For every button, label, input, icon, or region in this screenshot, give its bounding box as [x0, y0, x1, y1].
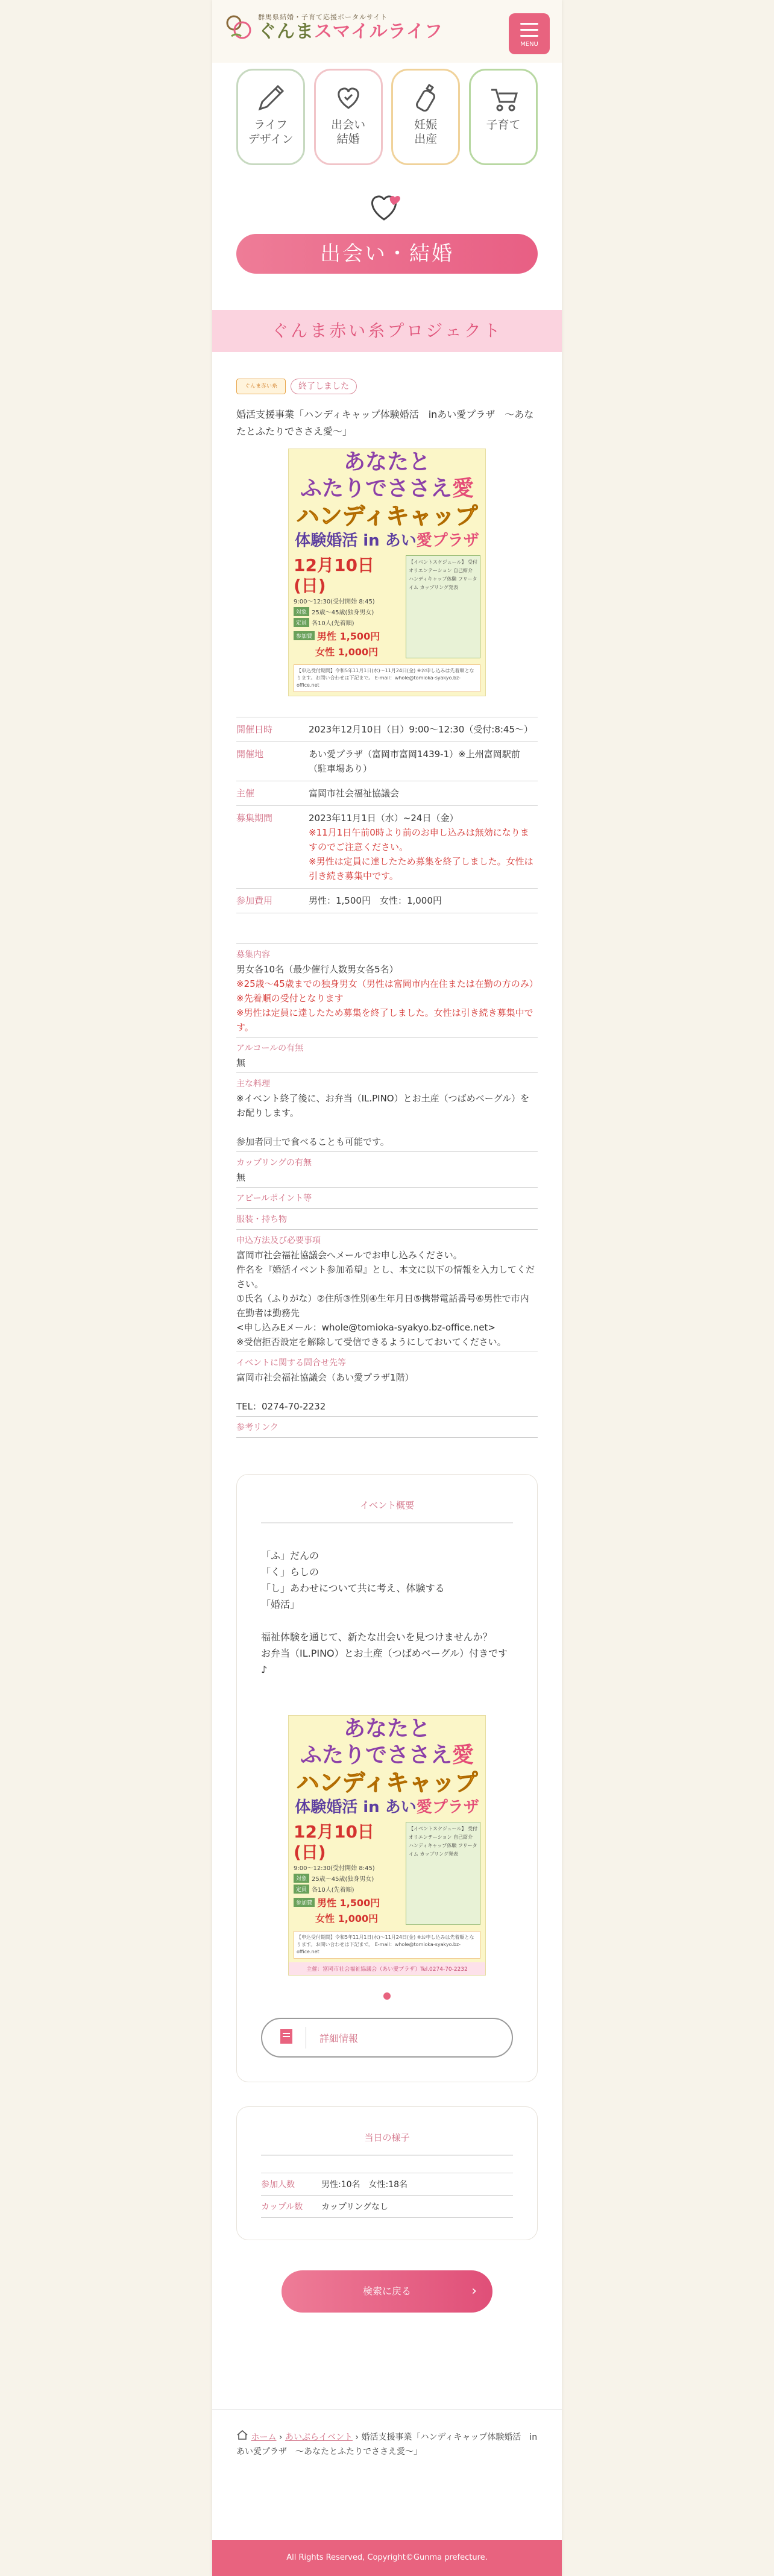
logo-mark-icon	[224, 12, 254, 42]
pen-icon	[238, 71, 303, 118]
result-table	[261, 2173, 513, 2218]
menu-button[interactable]	[509, 13, 550, 54]
logo-title: ぐんまスマイルライフ	[258, 21, 443, 42]
site-header	[212, 0, 562, 63]
overview-poster[interactable]: あなたと ふたりでささえ愛 ハンディキャップ 体験婚活 in あい愛プラザ 12月10日(日) 9:00〜12:30(受付開始 8:45) 対象 25歳〜45歳(独身男女) 定員 各10人(先着順) 参加費 男性 1,500円 女性 1,000円 【イベントスケジュール】 受付 オリエンテーション 自己紹介 ハンディキャップ体験 フリータイム カップリング発表 【申込受付期間】令和5年11月1日(水)〜11月24日(金) ※お申し込みは先着順となります。お問い合わせは下記まで。 E-mail：whole@tomioka-syakyo.bz-office.net 主催：富岡市社会福祉協議会（あい愛プラザ）Tel.0274-70-2232	[288, 1715, 486, 1976]
overview-description: 「ふ」だんの 「く」らしの 「し」あわせについて共に考え、体験する 「婚活」 福祉体験を通じて、新たな出会いを見つけませんか？ お弁当（IL.PINO）とお土産（つばめベーグル）付きです♪	[261, 1550, 508, 1675]
category-pregnancy-birth[interactable]	[391, 69, 460, 165]
category-label: 出会い 結婚	[331, 118, 366, 146]
poster-notes: 【申込受付期間】令和5年11月1日(水)〜11月24日(金) ※お申し込みは先着順となります。お問い合わせは下記まで。 E-mail：whole@tomioka-syakyo.bz-office.net	[294, 664, 480, 692]
table-row: カップル数 カップリングなし	[261, 2196, 513, 2218]
poster-organizer: 主催：富岡市社会福祉協議会（あい愛プラザ）Tel.0274-70-2232	[289, 1962, 485, 1975]
overview-card	[236, 1474, 538, 2082]
category-life-design[interactable]	[236, 69, 305, 165]
detail-recruit: 募集内容 男女各10名（最少催行人数男女各5名） ※25歳～45歳までの独身男女（男性は富岡市内在住または在勤の方のみ） ※先着順の受付となります ※男性は定員に達したため募集を終了しました。女性は引き続き募集中です。	[236, 943, 538, 1037]
event-badges	[236, 379, 538, 394]
status-badge: 終了しました	[291, 379, 357, 394]
poster-handicap: ハンディキャップ	[296, 503, 478, 529]
back-to-search-label: 検索に戻る	[362, 2285, 411, 2297]
back-to-search-button[interactable]	[282, 2270, 492, 2313]
overview-title: イベント概要	[261, 1499, 513, 1523]
site-logo[interactable]	[224, 12, 443, 42]
hamburger-icon	[509, 13, 550, 37]
detail-alcohol: アルコールの有無 無	[236, 1037, 538, 1072]
table-row: 参加費用 男性：1,500円 女性：1,000円	[236, 889, 538, 913]
event-details	[236, 943, 538, 1438]
table-row: 開催地 あい愛プラザ（富岡市富岡1439-1）※上州富岡駅前（駐車場あり）	[236, 742, 538, 781]
slider-dot[interactable]	[383, 1992, 391, 2000]
event-content	[212, 379, 562, 1438]
document-icon	[279, 2028, 294, 2047]
breadcrumb-home-link[interactable]: ホーム	[251, 2433, 277, 2442]
category-label: 妊娠 出産	[414, 118, 438, 146]
site-footer: All Rights Reserved, Copyright©Gunma prefecture.	[212, 2540, 562, 2576]
detail-link: 参考リンク	[236, 1416, 538, 1438]
breadcrumb-event-link[interactable]: あいぷらイベント	[285, 2433, 353, 2442]
event-title: 婚活支援事業「ハンディキャップ体験婚活 inあい愛プラザ ～あなたとふたりでささえ愛～」	[236, 409, 534, 437]
detail-dress: 服装・持ち物	[236, 1208, 538, 1229]
table-row: 主催 富岡市社会福祉協議会	[236, 781, 538, 806]
detail-apply: 申込方法及び必要事項 富岡市社会福祉協議会へメールでお申し込みください。 件名を『婚活イベント参加希望』とし、本文に以下の情報を入力してください。 ①氏名（ふりがな）②住所③性別④生年月日⑤携帯電話番号⑥男性で市内在勤者は勤務先 <申し込みEメール：whole@tomioka-syakyo.bz-office.net> ※受信拒否設定を解除して受信できるようにしておいてください。	[236, 1229, 538, 1352]
table-row: 募集期間 2023年11月1日（水）~24日（金） ※11月1日午前0時より前のお申し込みは無効になりますのでご注意ください。 ※男性は定員に達したため募集を終了しました。女性は引き続き募集中です。	[236, 806, 538, 889]
stroller-icon	[471, 71, 536, 118]
detail-food: 主な料理 ※イベント終了後に、お弁当（IL.PINO）とお土産（つばめベーグル）をお配りします。 参加者同士で食べることも可能です。	[236, 1072, 538, 1151]
baby-bottle-icon	[393, 71, 458, 118]
breadcrumb-current: 婚活支援事業「ハンディキャップ体験婚活 inあい愛プラザ ～あなたとふたりでささえ愛～」	[236, 2433, 538, 2457]
page	[212, 0, 562, 2576]
category-meeting-marriage[interactable]	[314, 69, 383, 165]
breadcrumb: ホーム › あいぷらイベント › 婚活支援事業「ハンディキャップ体験婚活 inあい愛プラザ ～あなたとふたりでささえ愛～」	[212, 2409, 562, 2480]
category-label: ライフ デザイン	[248, 118, 294, 146]
poster-time: 9:00〜12:30(受付開始 8:45)	[294, 599, 375, 605]
category-child-raising[interactable]	[469, 69, 538, 165]
page-title: 出会い・結婚	[236, 234, 538, 274]
poster-schedule: 【イベントスケジュール】 受付 オリエンテーション 自己紹介 ハンディキャップ体験 フリータイム カップリング発表	[406, 555, 480, 658]
poster-date: 12月10日(日)	[294, 555, 374, 596]
project-logo-badge: ぐんま赤い糸	[236, 379, 286, 394]
result-title: 当日の様子	[261, 2131, 513, 2156]
home-icon	[236, 2433, 251, 2442]
table-row: 開催日時 2023年12月10日（日）9:00～12:30（受付:8:45～）	[236, 717, 538, 742]
event-info-table	[236, 717, 538, 913]
logo-subtitle: 群馬県結婚・子育て応援ポータルサイト	[258, 13, 388, 21]
detail-appeal: アピールポイント等	[236, 1187, 538, 1208]
detail-info-label: 詳細情報	[319, 2032, 359, 2044]
menu-label: MENU	[520, 41, 538, 48]
event-poster: あなたと ふたりでささえ愛 ハンディキャップ 体験婚活 in あい愛プラザ 12月10日(日) 9:00〜12:30(受付開始 8:45) 対象 25歳〜45歳(独身男女) 定員 各10人(先着順) 参加費 男性 1,500円 女性 1,000円 【イベントスケジュール】 受付 オリエンテーション 自己紹介 ハンディキャップ体験 フリータイム カップリング発表 【申込受付期間】令和5年11月1日(水)〜11月24日(金) ※お申し込みは先着順となります。お問い合わせは下記まで。 E-mail：whole@tomioka-syakyo.bz-office.net	[288, 449, 486, 696]
ring-heart-icon	[316, 71, 381, 118]
poster-headline: あなたと ふたりでささえ愛	[300, 450, 474, 501]
chevron-right-icon: ›	[471, 2284, 477, 2299]
detail-coupling: カップリングの有無 無	[236, 1151, 538, 1187]
table-row: 参加人数 男性:10名 女性:18名	[261, 2173, 513, 2196]
result-card	[236, 2106, 538, 2240]
detail-info-button[interactable]	[261, 2018, 513, 2058]
detail-contact: イベントに関する問合せ先等 富岡市社会福祉協議会（あい愛プラザ1階） TEL：0274-70-2232	[236, 1352, 538, 1416]
poster-subheadline: 体験婚活 in あい愛プラザ	[295, 532, 479, 550]
section-title: ぐんま赤い糸プロジェクト	[212, 310, 562, 352]
hearts-icon	[212, 188, 562, 227]
category-label: 子育て	[486, 118, 521, 131]
category-nav	[212, 63, 562, 165]
